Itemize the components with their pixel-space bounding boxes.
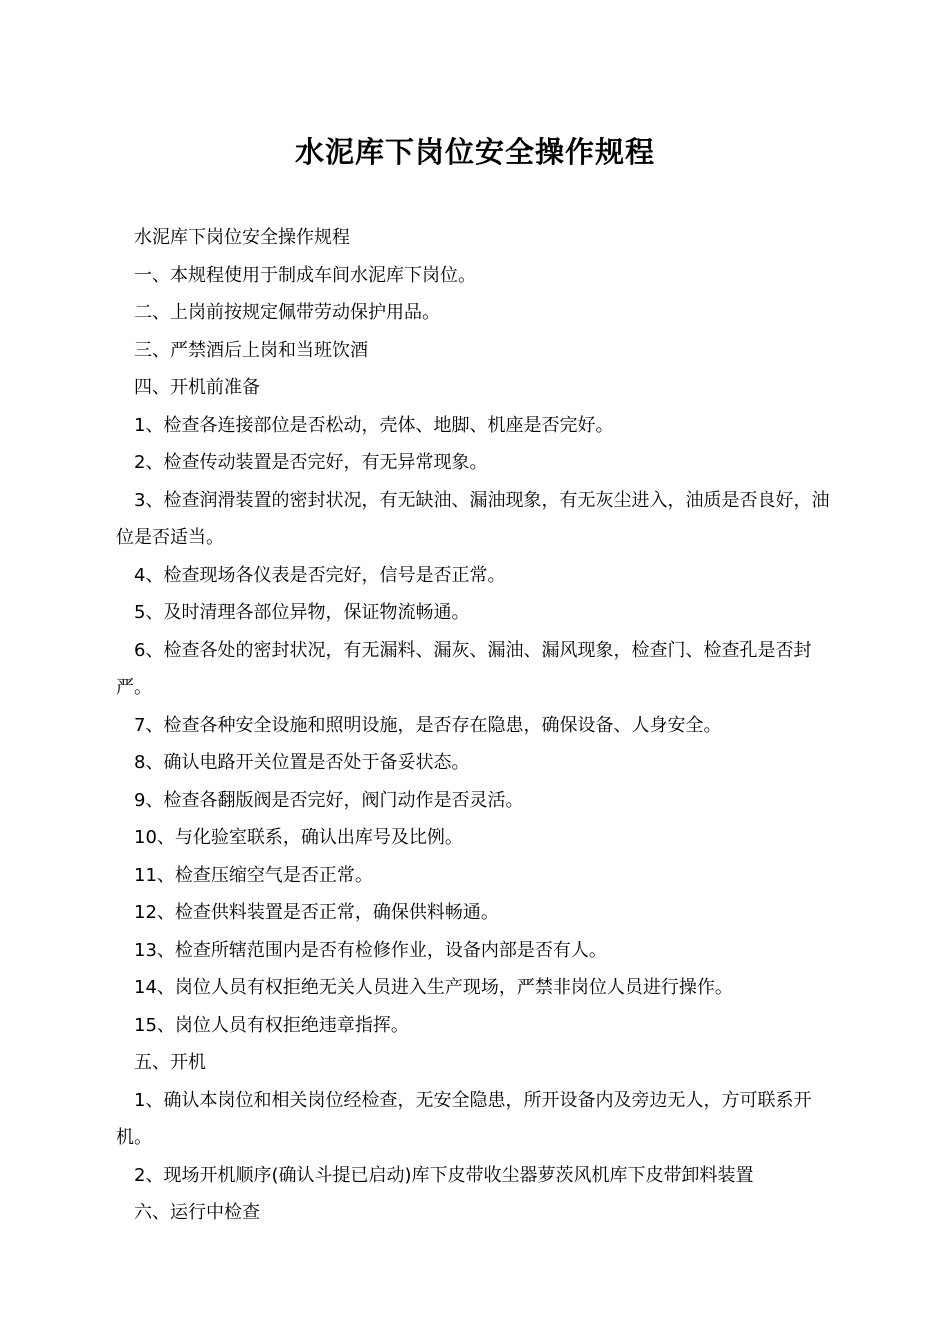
list-item: 13、检查所辖范围内是否有检修作业，设备内部是否有人。 (134, 939, 607, 961)
paragraph: 水泥库下岗位安全操作规程 (134, 227, 350, 248)
list-item: 1、检查各连接部位是否松动，壳体、地脚、机座是否完好。 (134, 414, 614, 436)
list-item: 10、与化验室联系，确认出库号及比例。 (134, 827, 463, 848)
list-item: 2、检查传动装置是否完好，有无异常现象。 (134, 452, 488, 473)
list-item: 1、确认本岗位和相关岗位经检查，无安全隐患，所开设备内及旁边无人，方可联系开机。 (116, 1089, 812, 1148)
list-item: 2、现场开机顺序(确认斗提已启动)库下皮带收尘器萝茨风机库下皮带卸料装置 (134, 1164, 754, 1186)
paragraph: 三、严禁酒后上岗和当班饮酒 (134, 339, 368, 361)
list-item: 12、检查供料装置是否正常，确保供料畅通。 (134, 902, 499, 923)
list-item: 3、检查润滑装置的密封状况，有无缺油、漏油现象，有无灰尘进入，油质是否良好，油位是否适当。 (116, 489, 830, 548)
section-heading: 五、开机 (134, 1052, 206, 1073)
document-title: 水泥库下岗位安全操作规程 (294, 135, 655, 169)
section-heading: 六、运行中检查 (134, 1202, 260, 1223)
document-body (116, 219, 838, 1232)
paragraph: 一、本规程使用于制成车间水泥库下岗位。 (134, 264, 476, 286)
list-item: 8、确认电路开关位置是否处于备妥状态。 (134, 752, 470, 773)
list-item: 11、检查压缩空气是否正常。 (134, 864, 373, 886)
list-item: 15、岗位人员有权拒绝违章指挥。 (134, 1014, 409, 1036)
list-item: 9、检查各翻版阀是否完好，阀门动作是否灵活。 (134, 789, 524, 811)
list-item: 6、检查各处的密封状况，有无漏料、漏灰、漏油、漏风现象，检查门、检查孔是否封严。 (116, 639, 812, 698)
list-item: 5、及时清理各部位异物，保证物流畅通。 (134, 602, 470, 623)
section-heading: 四、开机前准备 (134, 377, 260, 398)
list-item: 4、检查现场各仪表是否完好，信号是否正常。 (134, 564, 506, 586)
list-item: 14、岗位人员有权拒绝无关人员进入生产现场，严禁非岗位人员进行操作。 (134, 977, 733, 998)
paragraph: 二、上岗前按规定佩带劳动保护用品。 (134, 302, 440, 323)
list-item: 7、检查各种安全设施和照明设施，是否存在隐患，确保设备、人身安全。 (134, 714, 722, 736)
